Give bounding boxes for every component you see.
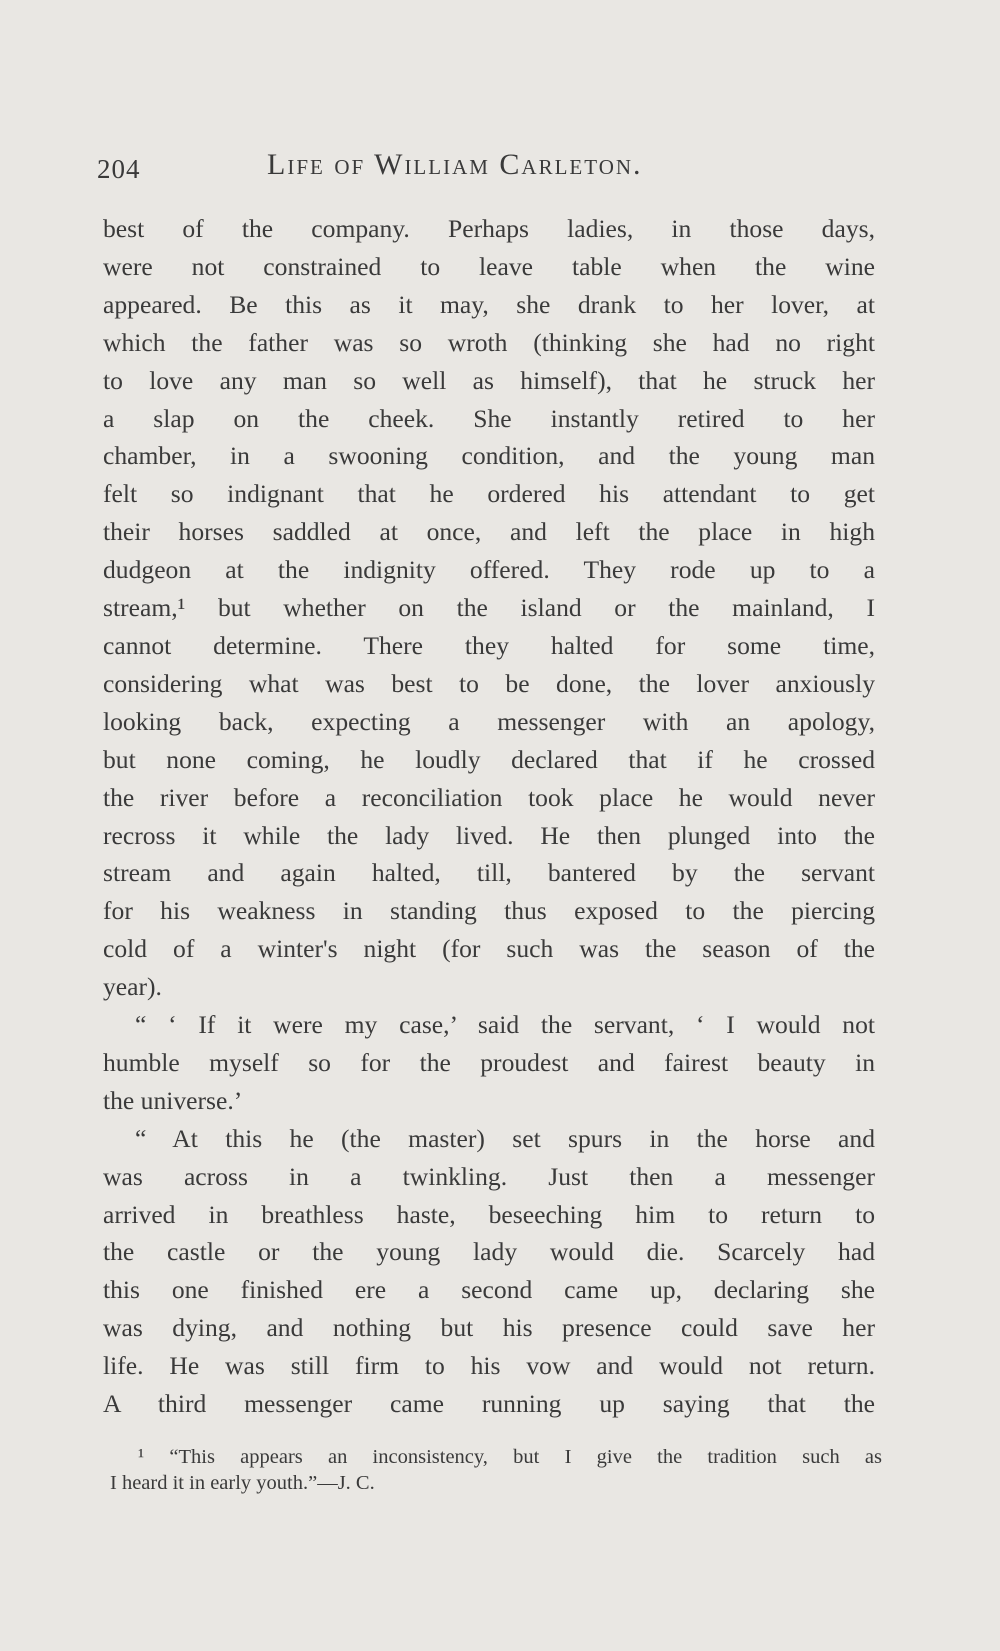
body-text — [103, 210, 875, 1423]
footnote-line: I heard it in early youth.”—J. C. — [110, 1472, 375, 1494]
body-line: was across in a twinkling. Just then a messenger — [103, 1161, 875, 1191]
body-line: were not constrained to leave table when the wine — [103, 251, 875, 281]
footnote-line: ¹ “This appears an inconsistency, but I give the tradition such as — [138, 1446, 882, 1468]
body-line: the castle or the young lady would die. Scarcely had — [103, 1237, 875, 1267]
body-line: arrived in breathless haste, beseeching him to return to — [103, 1199, 875, 1229]
body-line: best of the company. Perhaps ladies, in those days, — [103, 214, 875, 243]
body-line: a slap on the cheek. She instantly retired to her — [103, 403, 875, 433]
body-line: dudgeon at the indignity offered. They rode up to a — [103, 555, 875, 585]
running-title: Life of William Carleton. — [267, 148, 643, 181]
page-number: 204 — [97, 154, 141, 184]
body-line: looking back, expecting a messenger with an apology, — [103, 706, 875, 736]
footnote — [110, 1444, 882, 1496]
body-line: for his weakness in standing thus exposed to the piercing — [103, 896, 875, 926]
body-line: but none coming, he loudly declared that if he crossed — [103, 744, 875, 774]
body-line: their horses saddled at once, and left the place in high — [103, 517, 875, 547]
body-line: cold of a winter's night (for such was the season of the — [103, 934, 875, 964]
body-line: cannot determine. There they halted for some time, — [103, 630, 875, 660]
body-line: chamber, in a swooning condition, and the young man — [103, 441, 875, 471]
body-line: A third messenger came running up saying that the — [103, 1389, 875, 1419]
body-line: felt so indignant that he ordered his attendant to get — [103, 479, 875, 509]
body-line: “ ‘ If it were my case,’ said the servant, ‘ I would not — [135, 1010, 875, 1040]
body-line: considering what was best to be done, the lover anxiously — [103, 668, 875, 698]
body-line: the universe.’ — [103, 1085, 243, 1115]
body-paragraphs — [103, 210, 875, 1423]
body-line: stream,¹ but whether on the island or the mainland, I — [103, 593, 875, 623]
body-line: year). — [103, 972, 162, 1002]
body-line: “ At this he (the master) set spurs in the horse and — [135, 1123, 875, 1153]
body-line: to love any man so well as himself), that he struck her — [103, 365, 875, 395]
page-header — [97, 148, 842, 198]
body-line: appeared. Be this as it may, she drank to her lover, at — [103, 289, 875, 319]
body-line: was dying, and nothing but his presence could save her — [103, 1313, 875, 1343]
body-line: stream and again halted, till, bantered by the servant — [103, 858, 875, 888]
body-line: which the father was so wroth (thinking she had no right — [103, 327, 875, 357]
body-line: humble myself so for the proudest and fairest beauty in — [103, 1047, 875, 1077]
body-line: this one finished ere a second came up, declaring she — [103, 1275, 875, 1305]
body-line: recross it while the lady lived. He then plunged into the — [103, 820, 875, 850]
body-line: the river before a reconciliation took place he would never — [103, 782, 875, 812]
body-line: life. He was still firm to his vow and would not return. — [103, 1351, 875, 1381]
